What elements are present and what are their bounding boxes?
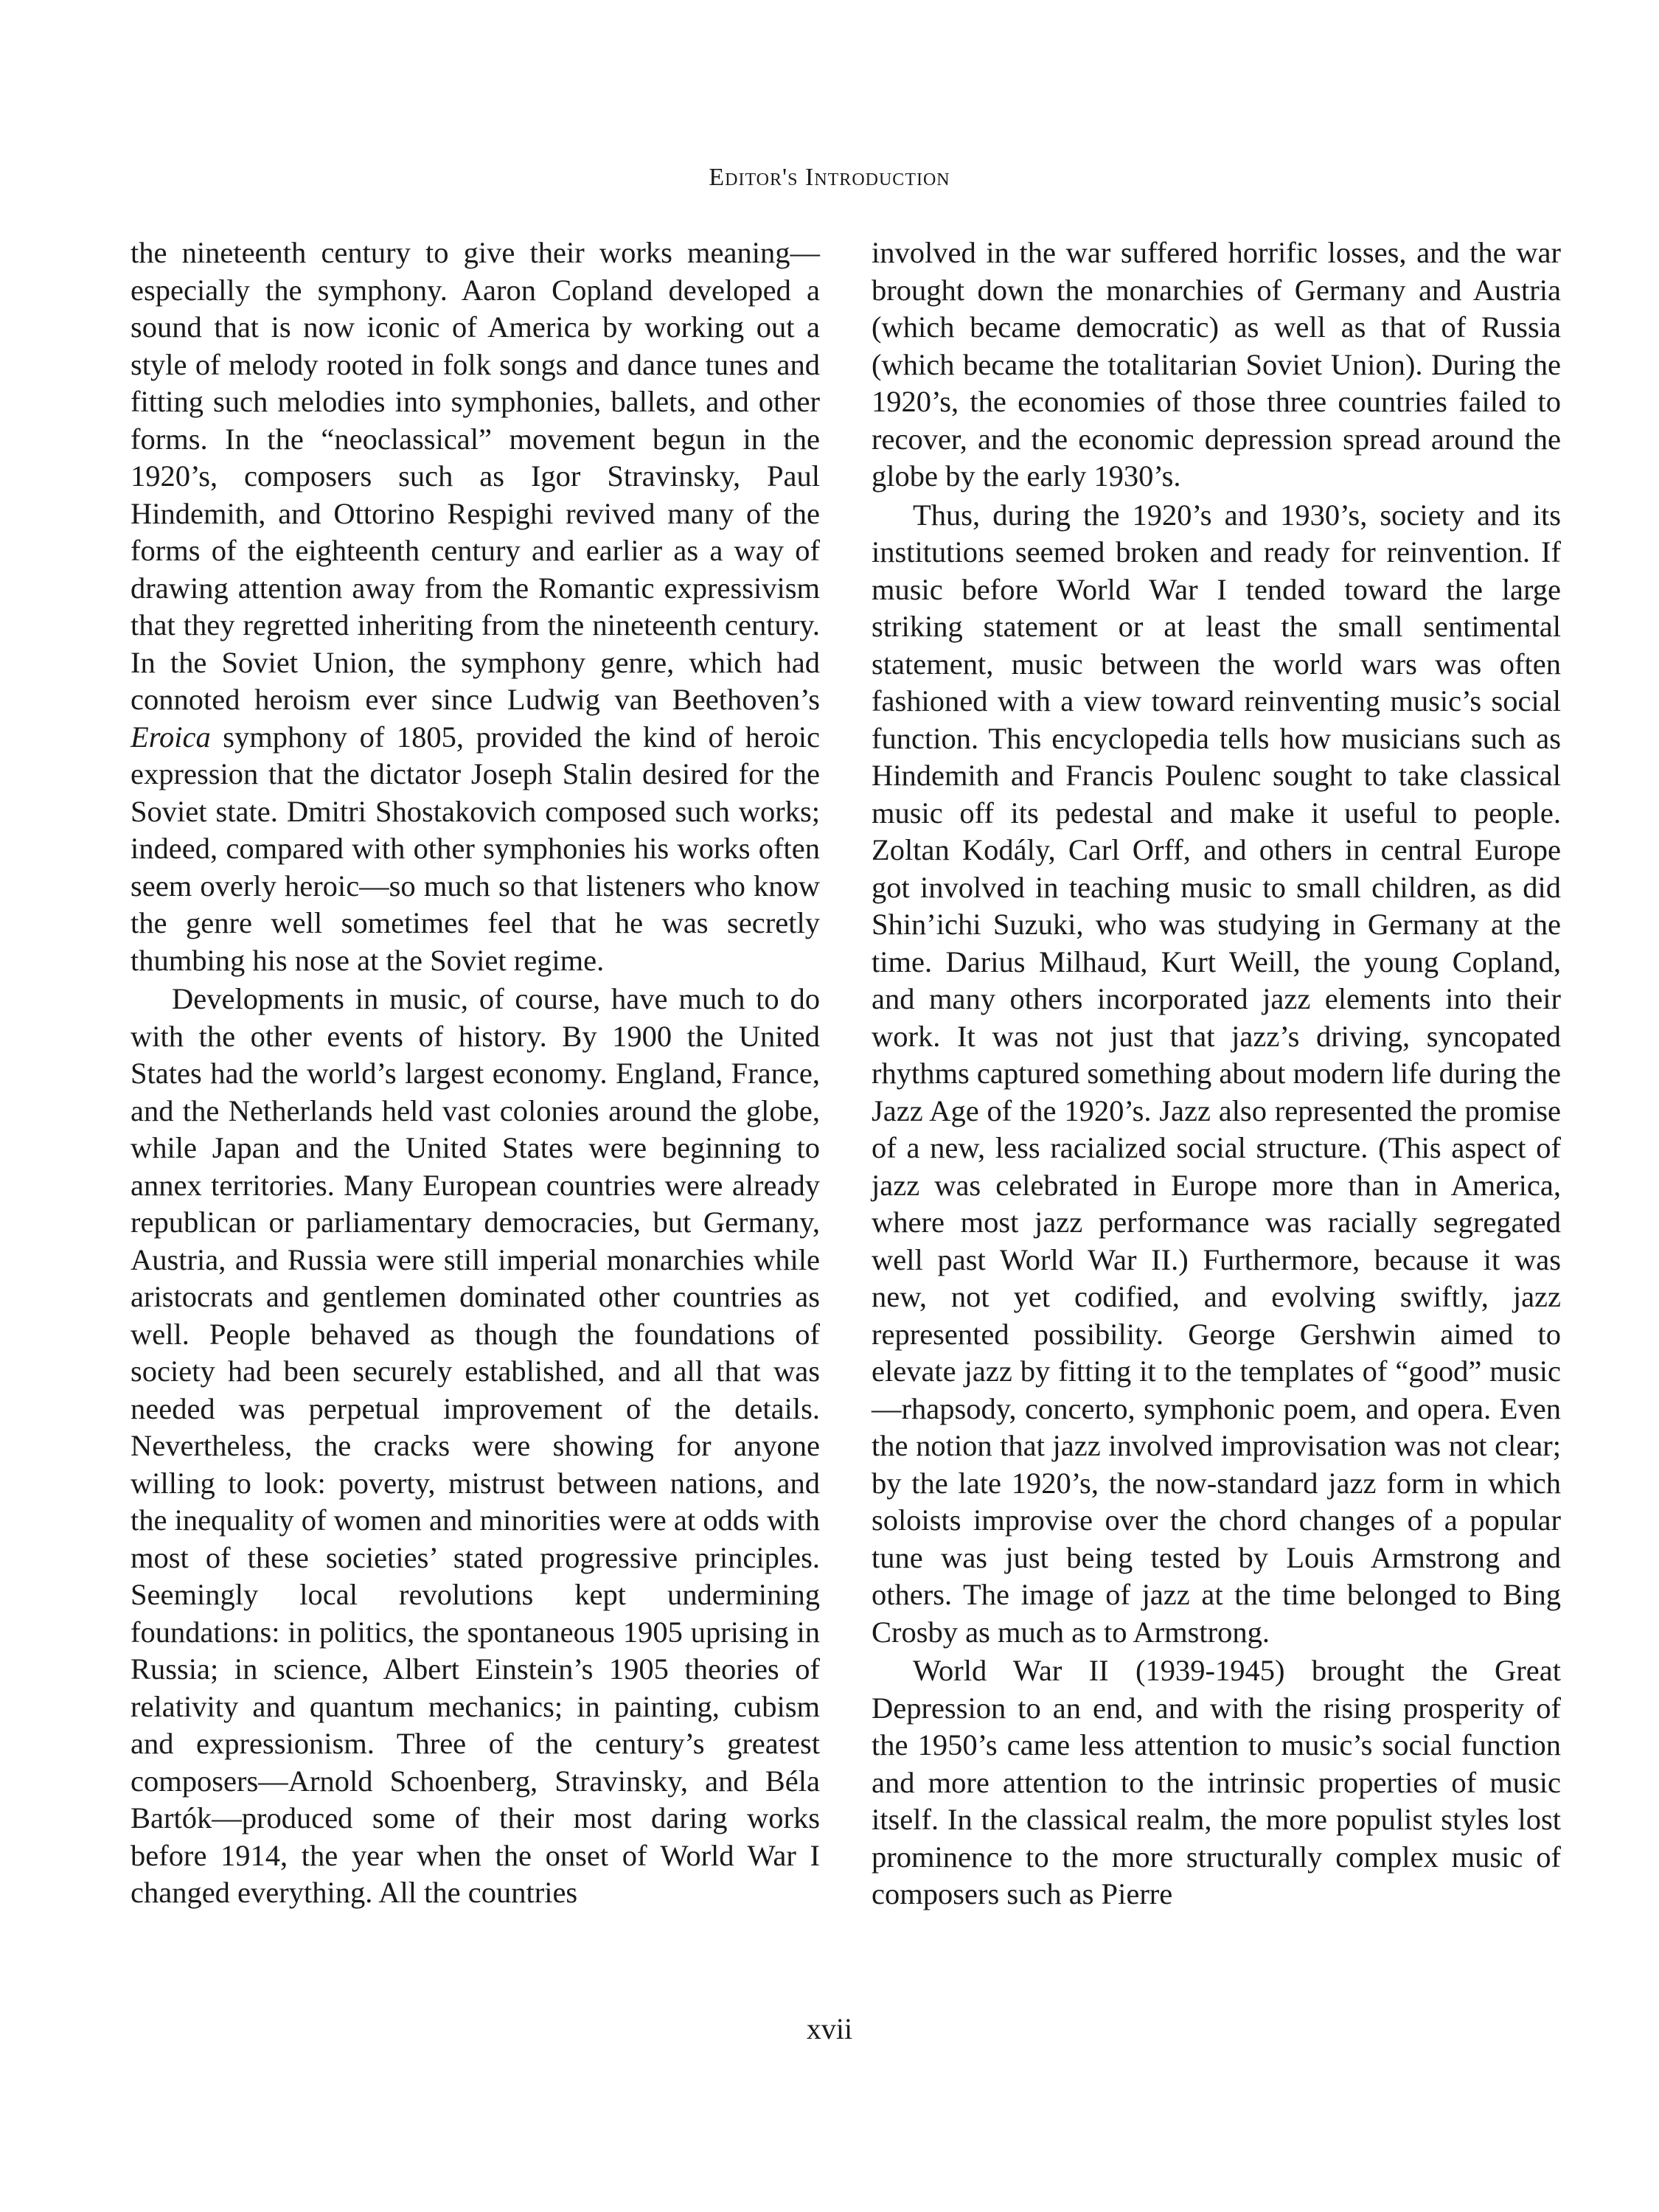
paragraph: the nineteenth century to give their works meaning—especially the symphony. Aaron Copland developed a sound that is now iconic of America by working out a style of melody rooted in folk songs and dance tunes and fitting such melodies into symphonies, ballets, and other forms. In the “neoclassical” movement begun in the 1920’s, composers such as Igor Stravinsky, Paul Hindemith, and Ottorino Respighi revived many of the forms of the eighteenth century and earlier as a way of drawing attention away from the Romantic expressivism that they regretted inheriting from the nineteenth century. In the Soviet Union, the symphony genre, which had connoted heroism ever since Ludwig van Beethoven’s Eroica symphony of 1805, provided the kind of heroic expression that the dictator Joseph Stalin desired for the Soviet state. Dmitri Shostakovich composed such works; indeed, compared with other symphonies his works often seem overly heroic—so much so that listeners who know the genre well sometimes feel that he was secretly thumbing his nose at the Soviet regime. <box>131 236 820 977</box>
paragraph: involved in the war suffered horrific losses, and the war brought down the monarchies of Germany and Austria (which became democratic) as well as that of Russia (which became the totalitarian Soviet Union). During the 1920’s, the economies of those three countries failed to recover, and the economic depression spread around the globe by the early 1930’s. <box>872 236 1561 493</box>
paragraph: World War II (1939-1945) brought the Great Depression to an end, and with the rising prosperity of the 1950’s came less attention to music’s social function and more attention to the intrinsic properties of music itself. In the classical realm, the more populist styles lost prominence to the more structurally complex music of composers such as Pierre <box>872 1654 1561 1910</box>
paragraph: Thus, during the 1920’s and 1930’s, society and its institutions seemed broken and ready for reinvention. If music before World War I tended toward the large striking statement or at least the small sentimental statement, music between the world wars was often fashioned with a view toward reinventing music’s social function. This encyclopedia tells how musicians such as Hindemith and Francis Poulenc sought to take classical music off its pedestal and make it useful to people. Zoltan Kodály, Carl Orff, and others in central Europe got involved in teaching music to small children, as did Shin’ichi Suzuki, who was studying in Germany at the time. Darius Milhaud, Kurt Weill, the young Copland, and many others incorporated jazz elements into their work. It was not just that jazz’s driving, syncopated rhythms captured something about modern life during the Jazz Age of the 1920’s. Jazz also represented the promise of a new, less racialized social structure. (This aspect of jazz was celebrated in Europe more than in America, where most jazz performance was racially segregated well past World War II.) Furthermore, because it was new, not yet codified, and evolving swiftly, jazz represented possibility. George Gershwin aimed to elevate jazz by fitting it to the templates of “good” music—rhapsody, concerto, symphonic poem, and opera. Even the notion that jazz involved improvisation was not clear; by the late 1920’s, the now-standard jazz form in which soloists improvise over the chord changes of a popular tune was just being tested by Louis Armstrong and others. The image of jazz at the time belonged to Bing Crosby as much as to Armstrong. <box>872 498 1561 1649</box>
page-number: xvii <box>806 2012 853 2045</box>
running-head: Editor's Introduction <box>709 164 950 191</box>
work-title: Eroica <box>131 720 211 754</box>
left-column <box>131 234 820 1912</box>
paragraph: Developments in music, of course, have much to do with the other events of history. By 1900 the United States had the world’s largest economy. England, France, and the Netherlands held vast colonies around the globe, while Japan and the United States were beginning to annex territories. Many European countries were already republican or parliamentary democracies, but Germany, Austria, and Russia were still imperial monarchies while aristocrats and gentlemen dominated other countries as well. People behaved as though the foundations of society had been securely established, and all that was needed was perpetual improvement of the details. Nevertheless, the cracks were showing for anyone willing to look: poverty, mistrust between nations, and the inequality of women and minorities were at odds with most of these societies’ stated progressive principles. Seemingly local revolutions kept undermining foundations: in politics, the spontaneous 1905 uprising in Russia; in science, Albert Einstein’s 1905 theories of relativity and quantum mechanics; in painting, cubism and expressionism. Three of the century’s greatest composers—Arnold Schoenberg, Stravinsky, and Béla Bartók—produced some of their most daring works before 1914, the year when the onset of World War I changed everything. All the countries <box>131 982 820 1909</box>
right-column <box>872 234 1561 1913</box>
